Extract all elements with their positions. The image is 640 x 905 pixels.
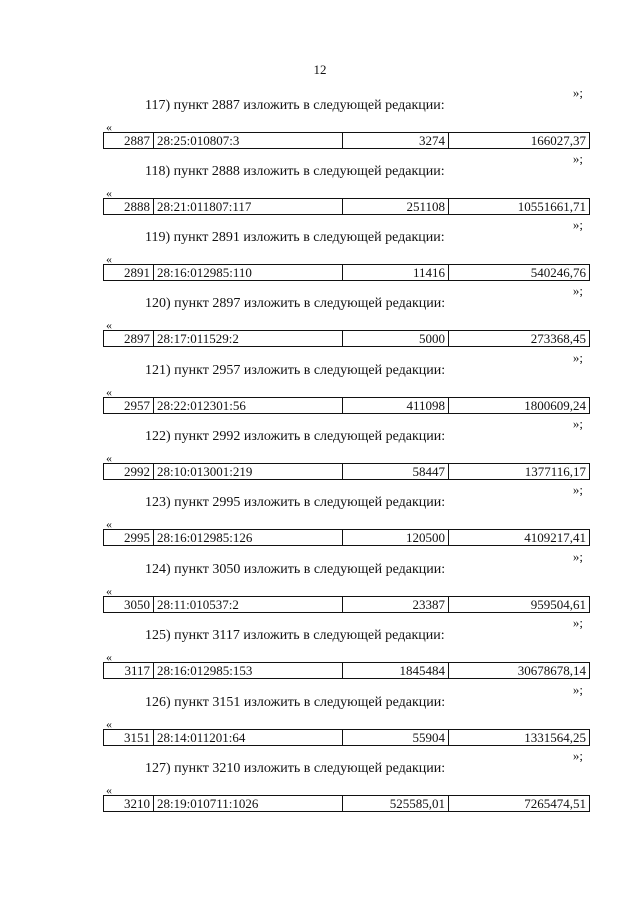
- cadastral-number-cell: 28:19:010711:1026: [154, 796, 343, 811]
- amendment-block: [0, 85, 640, 151]
- table-row: [103, 529, 590, 546]
- amendment-heading: 119) пункт 2891 изложить в следующей редакции:: [145, 230, 445, 245]
- area-cell: 251108: [343, 199, 449, 214]
- amendment-block: [0, 482, 640, 548]
- closing-quote-mark: »;: [572, 549, 583, 564]
- cadastral-number-cell: 28:16:012985:126: [154, 530, 343, 545]
- closing-quote-mark: »;: [572, 151, 583, 166]
- value-cell: 1331564,25: [524, 730, 586, 745]
- area-cell: 58447: [343, 464, 449, 479]
- table-row: [103, 729, 590, 746]
- opening-quote-mark: «: [106, 717, 112, 731]
- amendment-heading: 124) пункт 3050 изложить в следующей редакции:: [145, 562, 446, 577]
- table-row: [103, 397, 590, 414]
- amendment-heading: 117) пункт 2887 изложить в следующей редакции:: [145, 98, 445, 113]
- item-number-cell: 2957: [104, 398, 154, 413]
- amendment-block: [0, 217, 640, 283]
- area-cell: 23387: [343, 597, 449, 612]
- item-number-cell: 2887: [104, 133, 154, 148]
- area-cell: 120500: [343, 530, 449, 545]
- value-cell: 10551661,71: [517, 199, 586, 214]
- page-number: 12: [313, 62, 327, 77]
- opening-quote-mark: «: [106, 252, 112, 266]
- closing-quote-mark: »;: [572, 615, 583, 630]
- amendment-block: [0, 151, 640, 217]
- area-cell: 525585,01: [343, 796, 449, 811]
- amendment-block: [0, 350, 640, 416]
- area-cell: 411098: [343, 398, 449, 413]
- closing-quote-mark: »;: [572, 350, 583, 365]
- cadastral-number-cell: 28:25:010807:3: [154, 133, 343, 148]
- closing-quote-mark: »;: [572, 85, 583, 100]
- cadastral-number-cell: 28:21:011807:117: [154, 199, 343, 214]
- area-cell: 1845484: [343, 663, 449, 678]
- amendment-heading: 120) пункт 2897 изложить в следующей редакции:: [145, 296, 446, 311]
- item-number-cell: 2897: [104, 331, 154, 346]
- cadastral-number-cell: 28:17:011529:2: [154, 331, 343, 346]
- amendment-heading: 121) пункт 2957 изложить в следующей редакции:: [145, 363, 446, 378]
- item-number-cell: 3210: [104, 796, 154, 811]
- opening-quote-mark: «: [106, 120, 112, 134]
- table-row: [103, 463, 590, 480]
- table-row: [103, 132, 590, 149]
- item-number-cell: 3050: [104, 597, 154, 612]
- table-row: [103, 596, 590, 613]
- amendment-heading: 125) пункт 3117 изложить в следующей редакции:: [145, 628, 445, 643]
- opening-quote-mark: «: [106, 385, 112, 399]
- amendment-heading: 118) пункт 2888 изложить в следующей редакции:: [145, 164, 445, 179]
- closing-quote-mark: »;: [572, 217, 583, 232]
- amendment-block: [0, 549, 640, 615]
- amendment-block: [0, 416, 640, 482]
- value-cell: 7265474,51: [524, 796, 586, 811]
- area-cell: 11416: [343, 265, 449, 280]
- cadastral-number-cell: 28:11:010537:2: [154, 597, 343, 612]
- amendment-heading: 127) пункт 3210 изложить в следующей редакции:: [145, 761, 446, 776]
- value-cell: 166027,37: [530, 133, 586, 148]
- amendment-block: [0, 748, 640, 814]
- amendment-heading: 123) пункт 2995 изложить в следующей редакции:: [145, 495, 446, 510]
- amendment-heading: 122) пункт 2992 изложить в следующей редакции:: [145, 429, 446, 444]
- value-cell: 1800609,24: [524, 398, 586, 413]
- item-number-cell: 3117: [104, 663, 154, 678]
- opening-quote-mark: «: [106, 650, 112, 664]
- cadastral-number-cell: 28:14:011201:64: [154, 730, 343, 745]
- amendment-heading: 126) пункт 3151 изложить в следующей редакции:: [145, 695, 446, 710]
- item-number-cell: 3151: [104, 730, 154, 745]
- value-cell: 1377116,17: [524, 464, 586, 479]
- cadastral-number-cell: 28:16:012985:153: [154, 663, 343, 678]
- table-row: [103, 795, 590, 812]
- item-number-cell: 2992: [104, 464, 154, 479]
- value-cell: 959504,61: [530, 597, 586, 612]
- value-cell: 30678678,14: [517, 663, 586, 678]
- table-row: [103, 264, 590, 281]
- table-row: [103, 662, 590, 679]
- opening-quote-mark: «: [106, 783, 112, 797]
- area-cell: 55904: [343, 730, 449, 745]
- cadastral-number-cell: 28:22:012301:56: [154, 398, 343, 413]
- value-cell: 4109217,41: [524, 530, 586, 545]
- opening-quote-mark: «: [106, 318, 112, 332]
- amendment-block: [0, 283, 640, 349]
- opening-quote-mark: «: [106, 451, 112, 465]
- value-cell: 273368,45: [530, 331, 586, 346]
- item-number-cell: 2995: [104, 530, 154, 545]
- item-number-cell: 2891: [104, 265, 154, 280]
- amendment-block: [0, 615, 640, 681]
- closing-quote-mark: »;: [572, 283, 583, 298]
- opening-quote-mark: «: [106, 186, 112, 200]
- cadastral-number-cell: 28:10:013001:219: [154, 464, 343, 479]
- table-row: [103, 330, 590, 347]
- closing-quote-mark: »;: [572, 748, 583, 763]
- item-number-cell: 2888: [104, 199, 154, 214]
- area-cell: 3274: [343, 133, 449, 148]
- opening-quote-mark: «: [106, 584, 112, 598]
- closing-quote-mark: »;: [572, 482, 583, 497]
- cadastral-number-cell: 28:16:012985:110: [154, 265, 343, 280]
- amendment-block: [0, 682, 640, 748]
- value-cell: 540246,76: [530, 265, 586, 280]
- closing-quote-mark: »;: [572, 416, 583, 431]
- table-row: [103, 198, 590, 215]
- closing-quote-mark: »;: [572, 682, 583, 697]
- opening-quote-mark: «: [106, 517, 112, 531]
- area-cell: 5000: [343, 331, 449, 346]
